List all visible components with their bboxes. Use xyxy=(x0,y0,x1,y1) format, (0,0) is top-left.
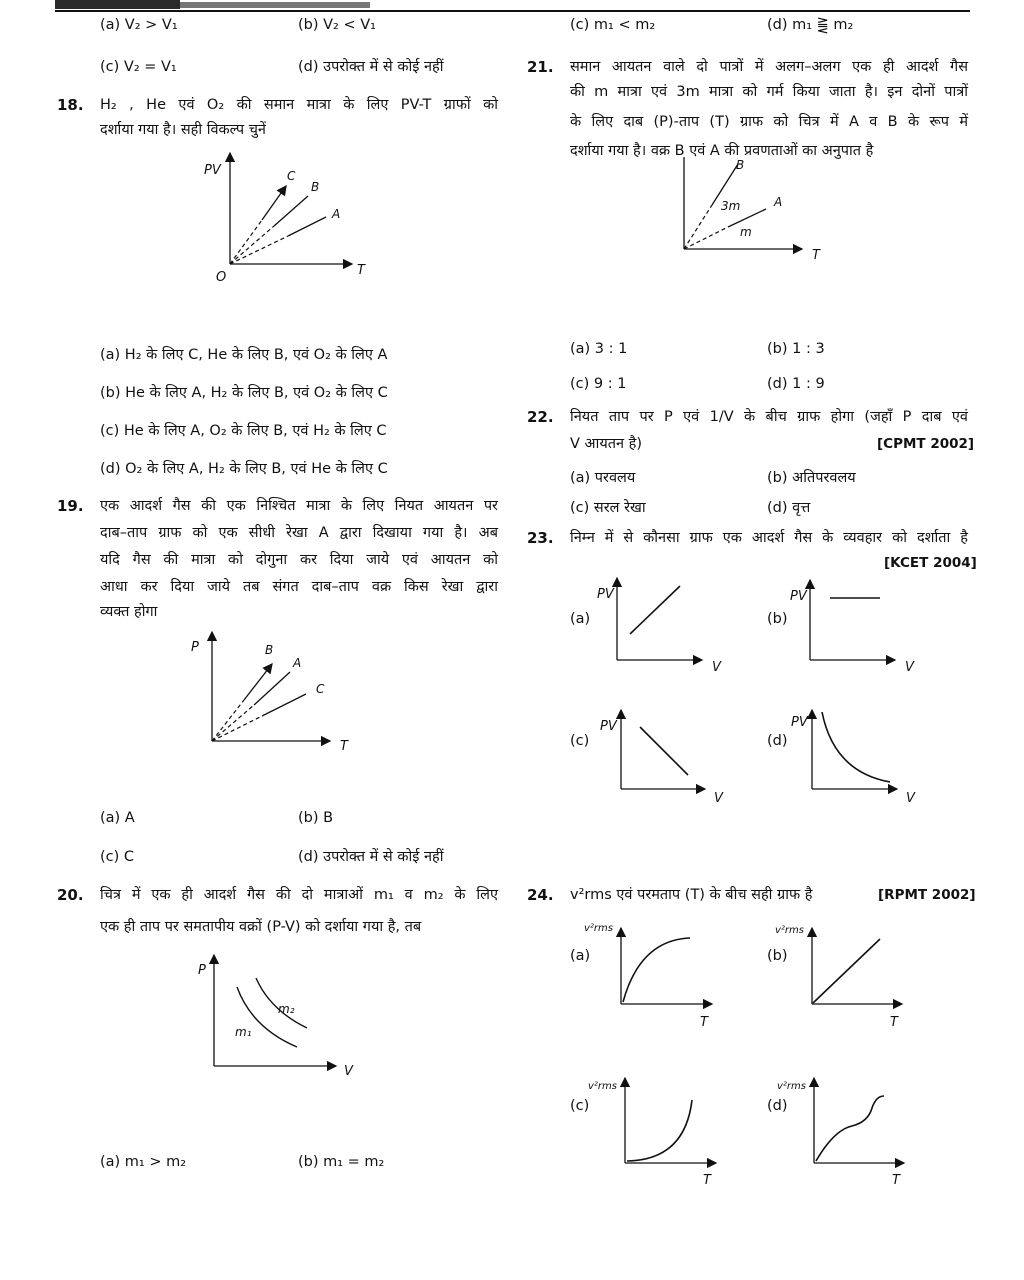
axis-label: T xyxy=(357,263,365,278)
line-label: 3m xyxy=(721,199,741,213)
axis-label: T xyxy=(703,1173,711,1188)
exam-tag: [RPMT 2002] xyxy=(878,887,976,903)
option-b: (b) m₁ = m₂ xyxy=(298,1154,385,1170)
axis-label: PV xyxy=(204,163,221,178)
axis-label: V xyxy=(344,1064,353,1079)
option-d: (d) O₂ के लिए A, H₂ के लिए B, एवं He के लिए C xyxy=(100,461,388,477)
option-a: (a) m₁ > m₂ xyxy=(100,1154,187,1170)
line-label: B xyxy=(736,158,745,172)
axis-label: PV xyxy=(600,719,617,734)
line-label: B xyxy=(311,180,320,194)
question-number: 18. xyxy=(57,96,84,114)
option-b-prev: (b) V₂ < V₁ xyxy=(298,17,376,33)
question-text: नियत ताप पर P एवं 1/V के बीच ग्राफ होगा (जहाँ P दाब एवं xyxy=(570,409,968,425)
axis-label: T xyxy=(890,1015,898,1030)
axis-label: V xyxy=(905,660,914,675)
exam-tag: [CPMT 2002] xyxy=(877,436,975,452)
option-c: (c) 9 : 1 xyxy=(570,376,627,392)
axis-label: V xyxy=(906,791,915,806)
option-b: (b) B xyxy=(298,810,334,826)
axis-label: v²rms xyxy=(775,925,804,936)
exam-tag: [KCET 2004] xyxy=(884,555,977,571)
option-d-prev2: (d) m₁ ⪌ m₂ xyxy=(767,17,854,33)
option-d-prev: (d) उपरोक्त में से कोई नहीं xyxy=(298,59,444,75)
question-text: निम्न में से कौनसा ग्राफ एक आदर्श गैस के व्यवहार को दर्शाता है xyxy=(570,530,968,546)
question-text: के लिए दाब (P)-ताप (T) ग्राफ को चित्र में A व B के रूप में xyxy=(570,114,968,130)
option-d: (d) 1 : 9 xyxy=(767,376,825,392)
option-b: (b) अतिपरवलय xyxy=(767,470,856,486)
option-b: (b) He के लिए A, H₂ के लिए B, एवं O₂ के लिए C xyxy=(100,385,388,401)
axis-label: PV xyxy=(791,715,808,730)
line-label: C xyxy=(287,169,296,183)
question-text: V आयतन है) xyxy=(570,436,643,452)
origin-label: O xyxy=(216,270,227,285)
question-text: दर्शाया गया है। सही विकल्प चुनें xyxy=(100,122,266,138)
curve-label: m₁ xyxy=(235,1025,252,1039)
question-number: 19. xyxy=(57,497,84,515)
header-rule xyxy=(55,0,970,12)
option-c: (c) सरल रेखा xyxy=(570,500,646,516)
axis-label: T xyxy=(340,739,348,754)
question-text: दाब–ताप ग्राफ को एक सीधी रेखा A द्वारा दिखाया गया है। अब xyxy=(100,525,498,541)
line-label: A xyxy=(332,207,341,221)
question-number: 23. xyxy=(527,529,554,547)
axis-label: PV xyxy=(790,589,807,604)
axis-label: V xyxy=(712,660,721,675)
question-text: की m मात्रा एवं 3m मात्रा को गर्म किया जाता है। इन दोनों पात्रों xyxy=(570,84,968,100)
question-number: 20. xyxy=(57,886,84,904)
axis-label: P xyxy=(191,640,199,655)
axis-label: PV xyxy=(597,587,614,602)
axis-label: T xyxy=(892,1173,900,1188)
axis-label: T xyxy=(700,1015,708,1030)
line-label: B xyxy=(265,643,274,657)
question-text: व्यक्त होगा xyxy=(100,604,158,620)
axis-label: v²rms xyxy=(584,923,613,934)
option-a: (a) A xyxy=(100,810,135,826)
option-a: (a) H₂ के लिए C, He के लिए B, एवं O₂ के लिए A xyxy=(100,347,388,363)
question-number: 21. xyxy=(527,58,554,76)
axis-label: v²rms xyxy=(588,1081,617,1092)
graph-label-d: (d) xyxy=(767,733,788,749)
graph-label-d: (d) xyxy=(767,1098,788,1114)
option-d: (d) उपरोक्त में से कोई नहीं xyxy=(298,849,444,865)
line-label: m xyxy=(740,225,752,239)
graph-label-b: (b) xyxy=(767,948,788,964)
option-c: (c) C xyxy=(100,849,135,865)
line-label: A xyxy=(293,656,302,670)
question-text: चित्र में एक ही आदर्श गैस की दो मात्राओं m₁ व m₂ के लिए xyxy=(100,887,498,903)
question-text: एक ही ताप पर समतापीय वक्रों (P-V) को दर्शाया गया है, तब xyxy=(100,919,422,935)
option-c-prev2: (c) m₁ < m₂ xyxy=(570,17,656,33)
axis-label: V xyxy=(714,791,723,806)
question-text: H₂ , He एवं O₂ की समान मात्रा के लिए PV-T ग्राफों को xyxy=(100,97,498,113)
curve-label: m₂ xyxy=(278,1002,295,1016)
question-number: 24. xyxy=(527,886,554,904)
question-number: 22. xyxy=(527,408,554,426)
question-text: आधा कर दिया जाये तब संगत दाब–ताप वक्र किस रेखा द्वारा xyxy=(100,579,498,595)
graph-label-a: (a) xyxy=(570,611,591,627)
graph-label-b: (b) xyxy=(767,611,788,627)
graph-label-a: (a) xyxy=(570,948,591,964)
option-a: (a) 3 : 1 xyxy=(570,341,628,357)
axis-label: P xyxy=(198,963,206,978)
line-label: C xyxy=(316,682,325,696)
question-text: दर्शाया गया है। वक्र B एवं A की प्रवणताओं का अनुपात है xyxy=(570,143,874,159)
question-text: यदि गैस की मात्रा को दोगुना कर दिया जाये एवं आयतन को xyxy=(100,552,498,568)
question-text: एक आदर्श गैस की एक निश्चित मात्रा के लिए नियत आयतन पर xyxy=(100,498,498,514)
option-a-prev: (a) V₂ > V₁ xyxy=(100,17,178,33)
graph-label-c: (c) xyxy=(570,733,590,749)
option-d: (d) वृत्त xyxy=(767,500,811,516)
line-label: A xyxy=(774,195,783,209)
question-text: समान आयतन वाले दो पात्रों में अलग–अलग एक ही आदर्श गैस xyxy=(570,59,968,75)
axis-label: v²rms xyxy=(777,1081,806,1092)
option-b: (b) 1 : 3 xyxy=(767,341,825,357)
axis-label: T xyxy=(812,248,820,263)
option-c: (c) He के लिए A, O₂ के लिए B, एवं H₂ के लिए C xyxy=(100,423,387,439)
option-c-prev: (c) V₂ = V₁ xyxy=(100,59,177,75)
option-a: (a) परवलय xyxy=(570,470,636,486)
graph-label-c: (c) xyxy=(570,1098,590,1114)
question-text: v²rms एवं परमताप (T) के बीच सही ग्राफ है xyxy=(570,887,813,903)
